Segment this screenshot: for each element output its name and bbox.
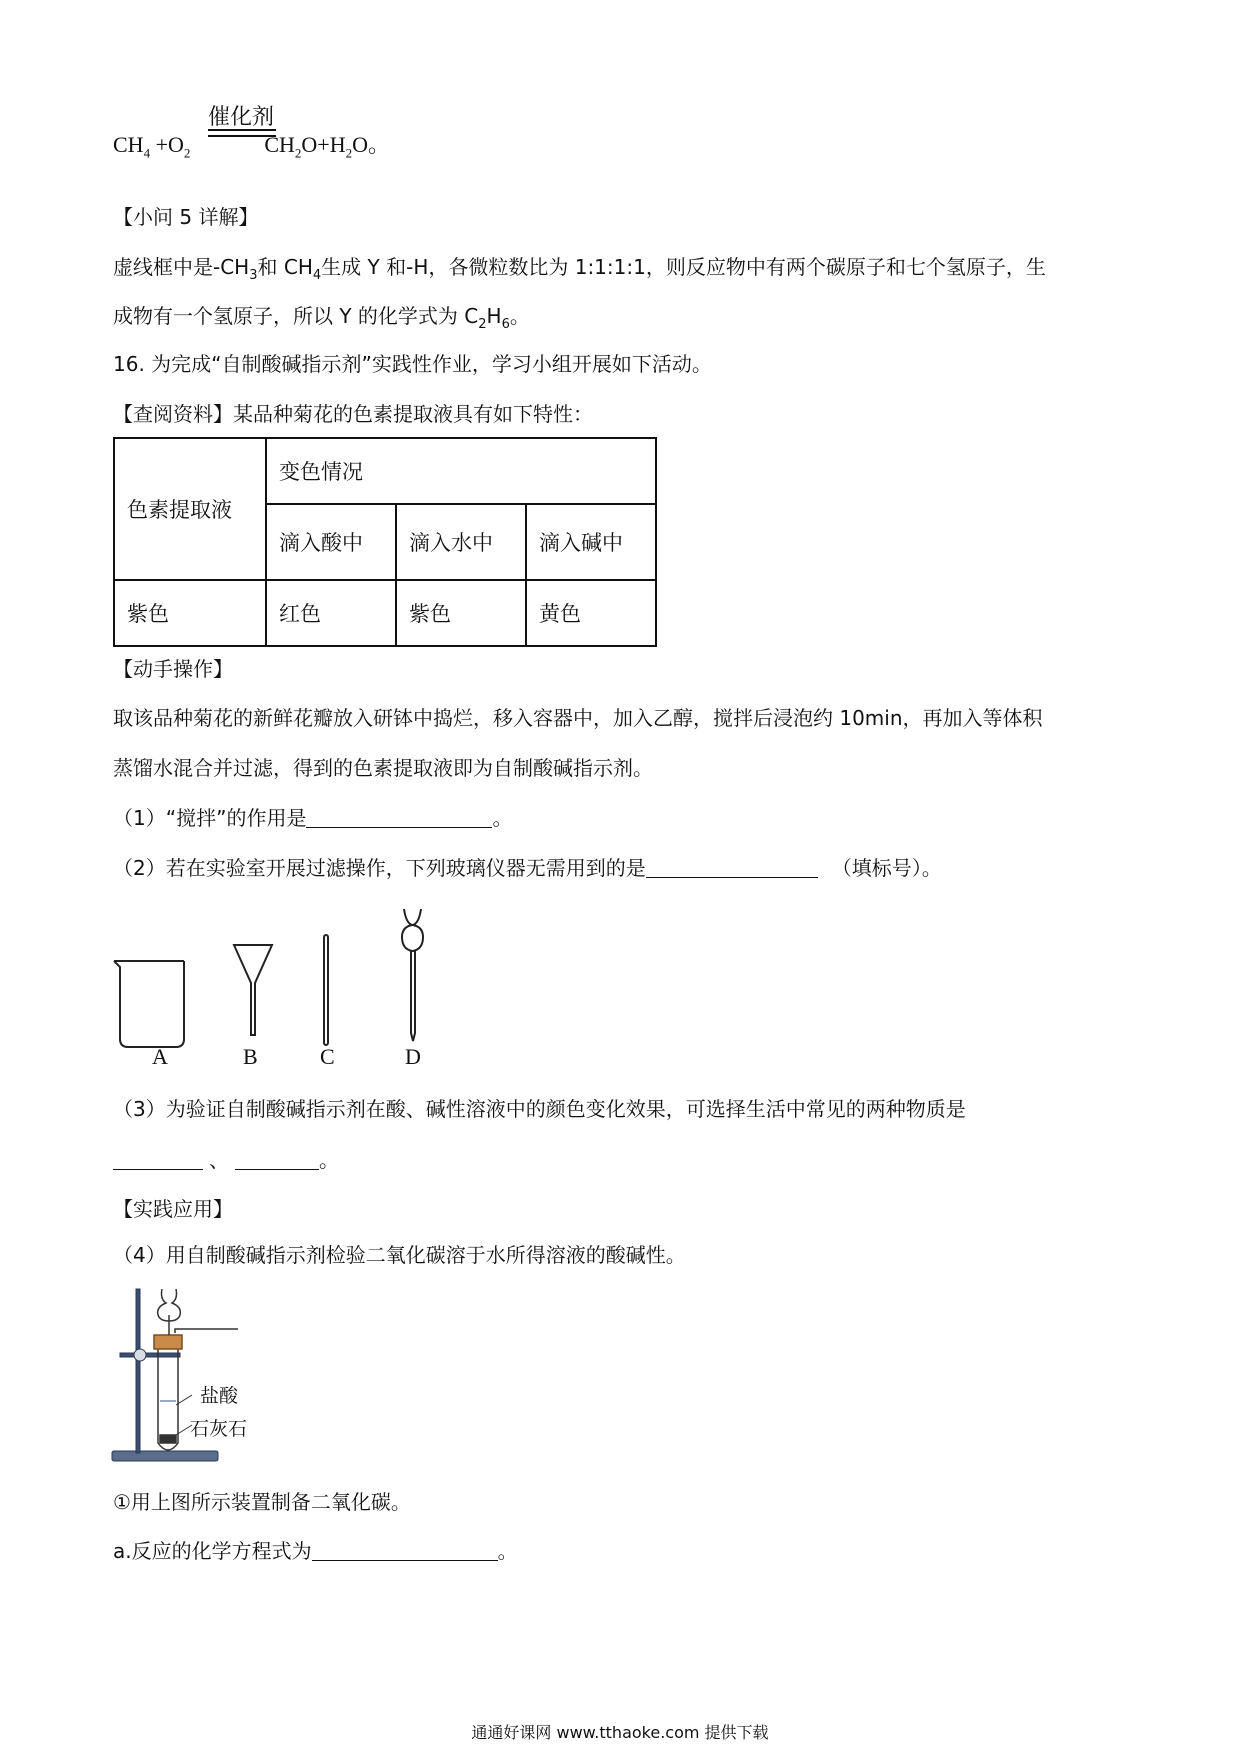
equation-formula [113, 128, 390, 161]
q5-line1-a: 虚线框中是-CH [113, 255, 250, 279]
table-col-water: 滴入水中 [396, 504, 526, 580]
q5-header: 【小问 5 详解】 [113, 205, 259, 229]
eq-rhs-a: CH [264, 132, 295, 157]
research-header: 【查阅资料】某品种菊花的色素提取液具有如下特性： [113, 402, 593, 426]
table-cell-base: 黄色 [526, 580, 656, 646]
question-3-line1: （3）为验证自制酸碱指示剂在酸、碱性溶液中的颜色变化效果，可选择生活中常见的两种物质是 [113, 1097, 966, 1121]
question-1 [113, 804, 512, 832]
page-footer: 通通好课网 www.tthaoke.com 提供下载 [471, 1723, 769, 1742]
table-cell-water: 紫色 [396, 580, 526, 646]
setup-label-limestone: 石灰石 [190, 1418, 248, 1440]
glass-rod-icon [324, 935, 328, 1045]
eq-rhs-c: O [352, 132, 368, 157]
eq-end: 。 [368, 133, 391, 158]
question-4: （4）用自制酸碱指示剂检验二氧化碳溶于水所得溶液的酸碱性。 [113, 1243, 686, 1267]
apparatus-label-c: C [320, 1044, 335, 1069]
indicator-table [113, 437, 657, 647]
q3-answer-blank-1[interactable] [113, 1149, 203, 1170]
q5-line2-b: H [486, 304, 502, 328]
eq-lhs-a: CH [113, 132, 144, 157]
q2-end: （填标号）。 [831, 856, 942, 880]
eq-sub: 4 [143, 145, 151, 161]
operation-line1: 取该品种菊花的新鲜花瓣放入研钵中捣烂，移入容器中，加入乙醇，搅拌后浸泡约 10min，再加入等体积 [113, 706, 1043, 730]
eq-sub: 2 [183, 145, 191, 161]
q3-separator: 、 [209, 1148, 229, 1172]
q1-answer-blank[interactable] [306, 807, 492, 828]
equation-catalyst: 催化剂 [208, 105, 275, 130]
q5-line1-b: 和 CH [257, 255, 313, 279]
apparatus-label-a: A [152, 1044, 168, 1069]
operation-header: 【动手操作】 [113, 657, 233, 681]
q5-sub: 3 [249, 268, 258, 283]
q16-intro: 16. 为完成“自制酸碱指示剂”实践性作业，学习小组开展如下活动。 [113, 352, 712, 376]
q1-text: （1）“搅拌”的作用是 [113, 806, 307, 830]
table-col-acid: 滴入酸中 [266, 504, 396, 580]
q5-line2-c: 。 [509, 304, 530, 328]
question-4-1a [113, 1537, 518, 1565]
q5-sub: 6 [501, 317, 510, 332]
q5-line2-a: 成物有一个氢原子，所以 Y 的化学式为 C [113, 304, 479, 328]
q3-answer-blank-2[interactable] [235, 1149, 319, 1170]
q5-line1-c: 生成 Y 和-H，各微粒数比为 1:1:1:1，则反应物中有两个碳原子和七个氢原子，生 [321, 255, 1046, 279]
apparatus-label-d: D [405, 1044, 421, 1069]
thistle-tube-icon [402, 909, 423, 1041]
table-cell-extract: 紫色 [114, 580, 266, 646]
question-4-1: ①用上图所示装置制备二氧化碳。 [113, 1490, 411, 1514]
apparatus-label-b: B [243, 1044, 258, 1069]
q4-1a-end: 。 [497, 1539, 518, 1563]
table-row-header: 色素提取液 [114, 438, 266, 580]
q4-1a-answer-blank[interactable] [312, 1540, 498, 1561]
q2-answer-blank[interactable] [646, 857, 818, 878]
q5-line1 [113, 253, 1046, 290]
question-2 [113, 854, 942, 882]
beaker-icon [114, 961, 184, 1047]
q5-line2 [113, 302, 530, 339]
q5-sub: 4 [312, 268, 322, 283]
funnel-icon [234, 945, 272, 1035]
q1-end: 。 [492, 806, 513, 830]
q2-text: （2）若在实验室开展过滤操作，下列玻璃仪器无需用到的是 [113, 856, 646, 880]
q4-1a-text: a.反应的化学方程式为 [113, 1539, 312, 1563]
setup-label-hydrochloric-acid: 盐酸 [200, 1385, 239, 1407]
practice-header: 【实践应用】 [113, 1197, 233, 1221]
q5-sub: 2 [478, 317, 487, 332]
operation-line2: 蒸馏水混合并过滤，得到的色素提取液即为自制酸碱指示剂。 [113, 756, 653, 780]
table-col-base: 滴入碱中 [526, 504, 656, 580]
eq-rhs-b: O+H [301, 132, 346, 157]
eq-lhs-b: +O [150, 132, 184, 157]
question-3-line2 [113, 1146, 339, 1174]
q3-end: 。 [319, 1148, 339, 1172]
eq-sub: 2 [294, 145, 302, 161]
equation [113, 100, 533, 160]
table-group-header: 变色情况 [266, 438, 656, 504]
table-cell-acid: 红色 [266, 580, 396, 646]
eq-sub: 2 [345, 145, 353, 161]
